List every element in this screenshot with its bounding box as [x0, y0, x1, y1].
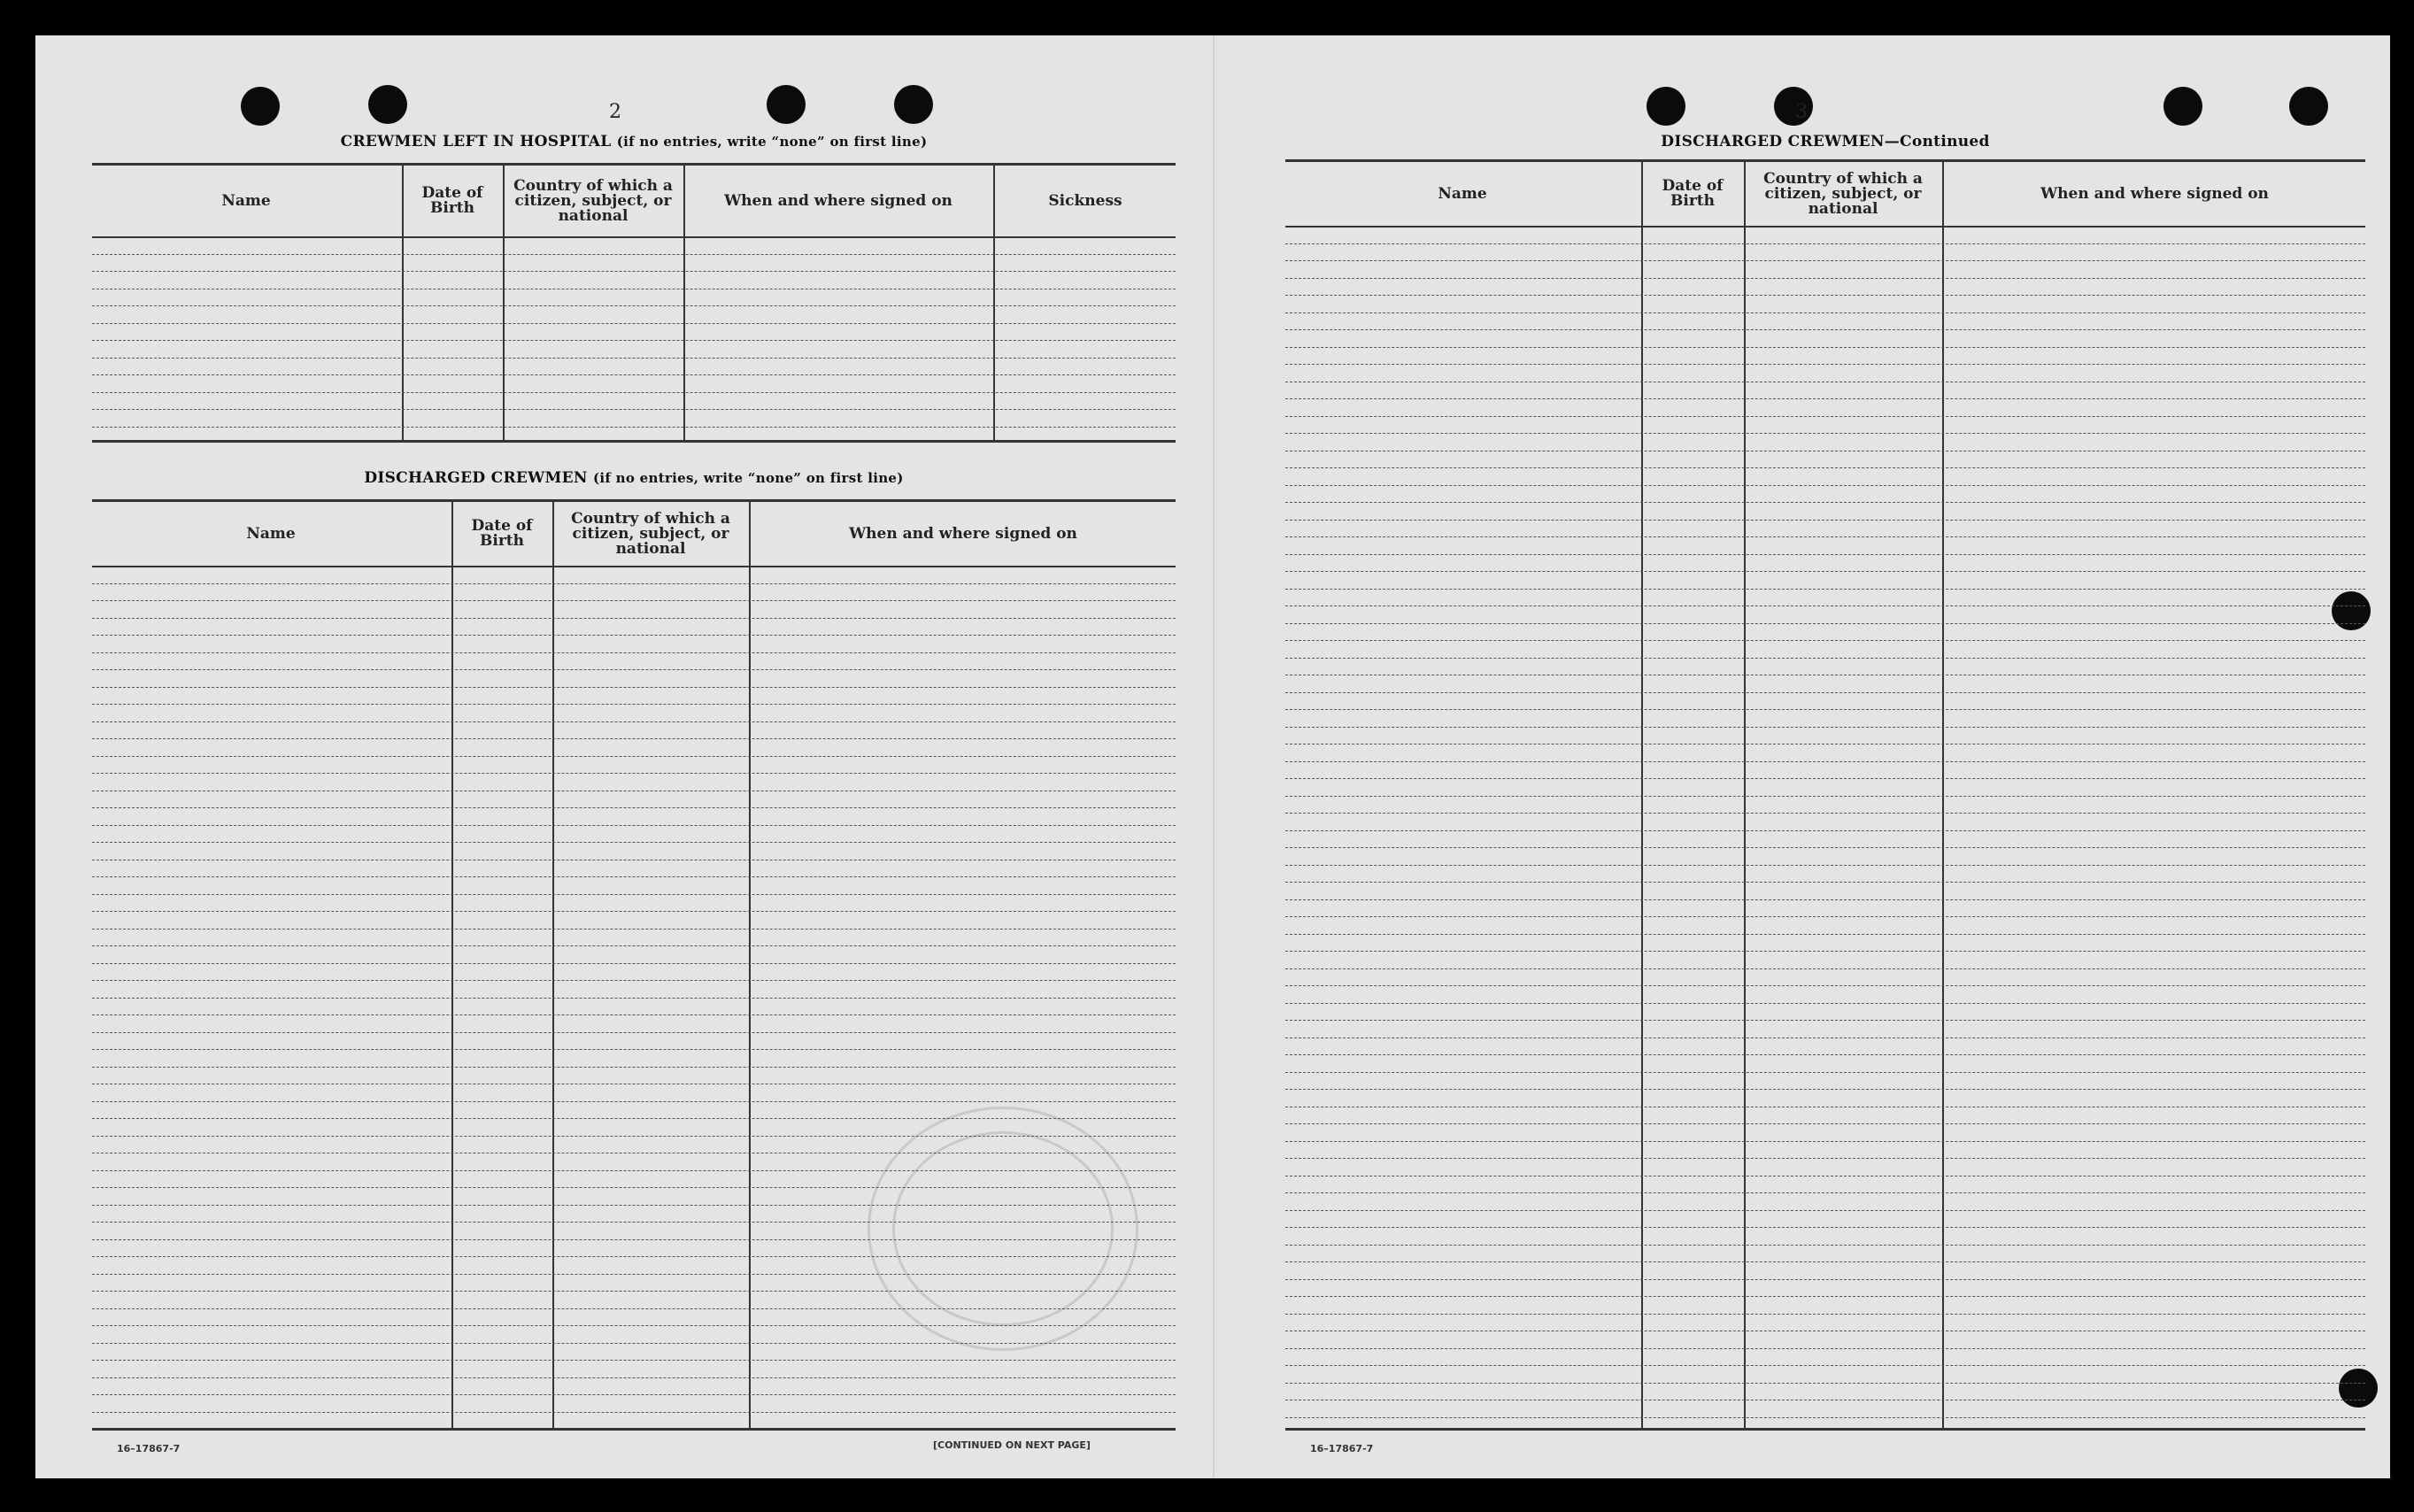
- ruled-line: [92, 980, 1176, 981]
- ruled-line: [1285, 364, 2365, 365]
- ruled-line: [1285, 347, 2365, 348]
- ruled-line: [1285, 899, 2365, 900]
- ruled-line: [1285, 916, 2365, 917]
- ruled-line: [92, 1049, 1176, 1050]
- ruled-line: [92, 963, 1176, 964]
- ruled-line: [1285, 554, 2365, 555]
- ruled-line: [92, 271, 1176, 272]
- ruled-line: [1285, 1123, 2365, 1124]
- ruled-line: [1285, 1296, 2365, 1297]
- ruled-line: [92, 600, 1176, 601]
- ruled-line: [92, 998, 1176, 999]
- hospital-title-note: (if no entries, write “none” on first line): [616, 134, 928, 150]
- column-divider: [683, 166, 685, 440]
- ruled-line: [1285, 778, 2365, 779]
- ruled-line: [1285, 1192, 2365, 1193]
- ruled-line: [1285, 1020, 2365, 1021]
- header-rule: [92, 566, 1176, 567]
- ruled-line: [92, 305, 1176, 306]
- ruled-line: [92, 1343, 1176, 1344]
- ruled-line: [92, 721, 1176, 722]
- ruled-line: [92, 756, 1176, 757]
- ruled-line: [1285, 1314, 2365, 1315]
- ruled-line: [92, 842, 1176, 843]
- ruled-line: [92, 773, 1176, 774]
- ruled-line: [1285, 485, 2365, 486]
- ruled-line: [92, 1256, 1176, 1257]
- ruled-line: [1285, 1261, 2365, 1262]
- ruled-line: [1285, 520, 2365, 521]
- ruled-line: [1285, 433, 2365, 434]
- ruled-line: [92, 1308, 1176, 1309]
- ruled-line: [92, 1222, 1176, 1223]
- form-number-right: 16–17867-7: [1310, 1443, 1374, 1454]
- ruled-line: [1285, 1054, 2365, 1055]
- ruled-line: [92, 1014, 1176, 1015]
- ruled-line: [1285, 985, 2365, 986]
- ruled-line: [92, 583, 1176, 584]
- column-divider: [993, 166, 995, 440]
- ruled-line: [92, 876, 1176, 877]
- ruled-line: [92, 807, 1176, 808]
- ruled-line: [92, 929, 1176, 930]
- ruled-line: [1285, 589, 2365, 590]
- discharged-col-dob: Date of Birth: [471, 517, 533, 550]
- hospital-col-dob: Date of Birth: [421, 184, 483, 217]
- ruled-line: [92, 374, 1176, 375]
- continued-note: [CONTINUED ON NEXT PAGE]: [933, 1439, 1091, 1451]
- ruled-line: [1285, 260, 2365, 261]
- ruled-line: [92, 704, 1176, 705]
- ruled-line: [92, 618, 1176, 619]
- punch-hole: [368, 85, 407, 124]
- hospital-col-signed-on: When and where signed on: [724, 191, 952, 210]
- ruled-line: [1285, 968, 2365, 969]
- ruled-line: [92, 825, 1176, 826]
- ruled-line: [1285, 813, 2365, 814]
- ruled-line: [1285, 536, 2365, 537]
- punch-hole: [241, 87, 280, 126]
- ruled-line: [92, 1136, 1176, 1137]
- ruled-line: [1285, 1210, 2365, 1211]
- punch-hole: [767, 85, 806, 124]
- hospital-section-title: [92, 133, 1176, 150]
- column-divider: [451, 502, 453, 1428]
- discharged-cont-col-country: Country of which a citizen, subject, or national: [1763, 169, 1923, 218]
- ruled-line: [92, 409, 1176, 410]
- discharged-col-name: Name: [246, 524, 296, 543]
- ruled-line: [1285, 295, 2365, 296]
- ruled-line: [92, 1118, 1176, 1119]
- ruled-line: [92, 392, 1176, 393]
- punch-hole: [894, 85, 933, 124]
- header-rule: [92, 236, 1176, 238]
- punch-hole: [2163, 87, 2202, 126]
- ruled-line: [1285, 1072, 2365, 1073]
- ruled-line: [1285, 951, 2365, 952]
- discharged-title-text: DISCHARGED CREWMEN: [364, 469, 588, 487]
- ruled-line: [1285, 830, 2365, 831]
- ruled-line: [92, 1032, 1176, 1033]
- ruled-line: [1285, 934, 2365, 935]
- discharged-cont-col-dob: Date of Birth: [1662, 177, 1724, 210]
- page-number-left: 2: [609, 101, 621, 123]
- ruled-line: [92, 738, 1176, 739]
- hospital-title-text: CREWMEN LEFT IN HOSPITAL: [340, 133, 612, 150]
- ruled-line: [92, 687, 1176, 688]
- ruled-line: [1285, 502, 2365, 503]
- discharged-continued-title: [1285, 133, 2365, 150]
- hospital-col-sickness: Sickness: [1048, 191, 1122, 210]
- ruled-line: [1285, 398, 2365, 399]
- ruled-line: [1285, 278, 2365, 279]
- form-number-left: 16–17867-7: [117, 1443, 181, 1454]
- ruled-line: [92, 635, 1176, 636]
- ruled-line: [1285, 882, 2365, 883]
- ruled-line: [92, 427, 1176, 428]
- ruled-line: [92, 911, 1176, 912]
- ruled-line: [92, 1187, 1176, 1188]
- ruled-line: [1285, 416, 2365, 417]
- ruled-line: [92, 254, 1176, 255]
- ruled-line: [1285, 467, 2365, 468]
- ruled-line: [1285, 329, 2365, 330]
- ruled-line: [1285, 1158, 2365, 1159]
- ruled-line: [92, 1067, 1176, 1068]
- punch-hole: [1647, 87, 1685, 126]
- page-fold: [1213, 35, 1215, 1478]
- ruled-line: [1285, 1279, 2365, 1280]
- ruled-line: [92, 1394, 1176, 1395]
- ruled-line: [92, 1360, 1176, 1361]
- ruled-line: [1285, 658, 2365, 659]
- ruled-line: [1285, 727, 2365, 728]
- ruled-line: [1285, 1417, 2365, 1418]
- ruled-line: [92, 1274, 1176, 1275]
- ruled-line: [92, 1101, 1176, 1102]
- page-number-right: 3: [1795, 101, 1808, 123]
- ruled-line: [1285, 571, 2365, 572]
- ruled-line: [1285, 243, 2365, 244]
- hospital-col-country: Country of which a citizen, subject, or national: [513, 176, 673, 225]
- ruled-line: [1285, 692, 2365, 693]
- document-sheet: [35, 35, 2390, 1478]
- ruled-line: [1285, 1245, 2365, 1246]
- ruled-line: [92, 1412, 1176, 1413]
- ruled-line: [92, 652, 1176, 653]
- discharged-title-note: (if no entries, write “none” on first line): [592, 470, 904, 486]
- ruled-line: [92, 1239, 1176, 1240]
- column-divider: [402, 166, 404, 440]
- ruled-line: [92, 1291, 1176, 1292]
- discharged-continued-title-text: DISCHARGED CREWMEN—Continued: [1661, 133, 1990, 150]
- discharged-continued-table: [1285, 159, 2365, 1431]
- ruled-line: [1285, 1365, 2365, 1366]
- ruled-line: [1285, 761, 2365, 762]
- ruled-line: [92, 323, 1176, 324]
- ruled-line: [1285, 847, 2365, 848]
- discharged-col-country: Country of which a citizen, subject, or national: [571, 509, 730, 558]
- ruled-line: [1285, 1141, 2365, 1142]
- hospital-col-name: Name: [221, 191, 271, 210]
- punch-hole: [2289, 87, 2328, 126]
- ruled-line: [1285, 865, 2365, 866]
- ruled-line: [92, 358, 1176, 359]
- discharged-cont-col-name: Name: [1438, 184, 1487, 203]
- ruled-line: [92, 669, 1176, 670]
- column-divider: [552, 502, 554, 1428]
- ruled-line: [1285, 709, 2365, 710]
- discharged-cont-col-signed-on: When and where signed on: [2040, 184, 2269, 203]
- ruled-line: [1285, 1003, 2365, 1004]
- discharged-table: [92, 499, 1176, 1431]
- ruled-line: [1285, 1348, 2365, 1349]
- ruled-line: [92, 1170, 1176, 1171]
- discharged-col-signed-on: When and where signed on: [849, 524, 1077, 543]
- column-divider: [503, 166, 505, 440]
- ruled-line: [1285, 312, 2365, 313]
- ruled-line: [92, 894, 1176, 895]
- ruled-line: [1285, 1089, 2365, 1090]
- ruled-line: [1285, 796, 2365, 797]
- ruled-line: [1285, 640, 2365, 641]
- ruled-line: [92, 1377, 1176, 1378]
- ruled-line: [1285, 1383, 2365, 1384]
- discharged-section-title: [92, 469, 1176, 487]
- hospital-table: [92, 163, 1176, 443]
- ruled-line: [92, 340, 1176, 341]
- ruled-line: [92, 945, 1176, 946]
- ruled-line: [92, 1325, 1176, 1326]
- header-rule: [1285, 226, 2365, 228]
- ruled-line: [1285, 1227, 2365, 1228]
- column-divider: [749, 502, 751, 1428]
- ruled-line: [92, 1205, 1176, 1206]
- ruled-line: [1285, 623, 2365, 624]
